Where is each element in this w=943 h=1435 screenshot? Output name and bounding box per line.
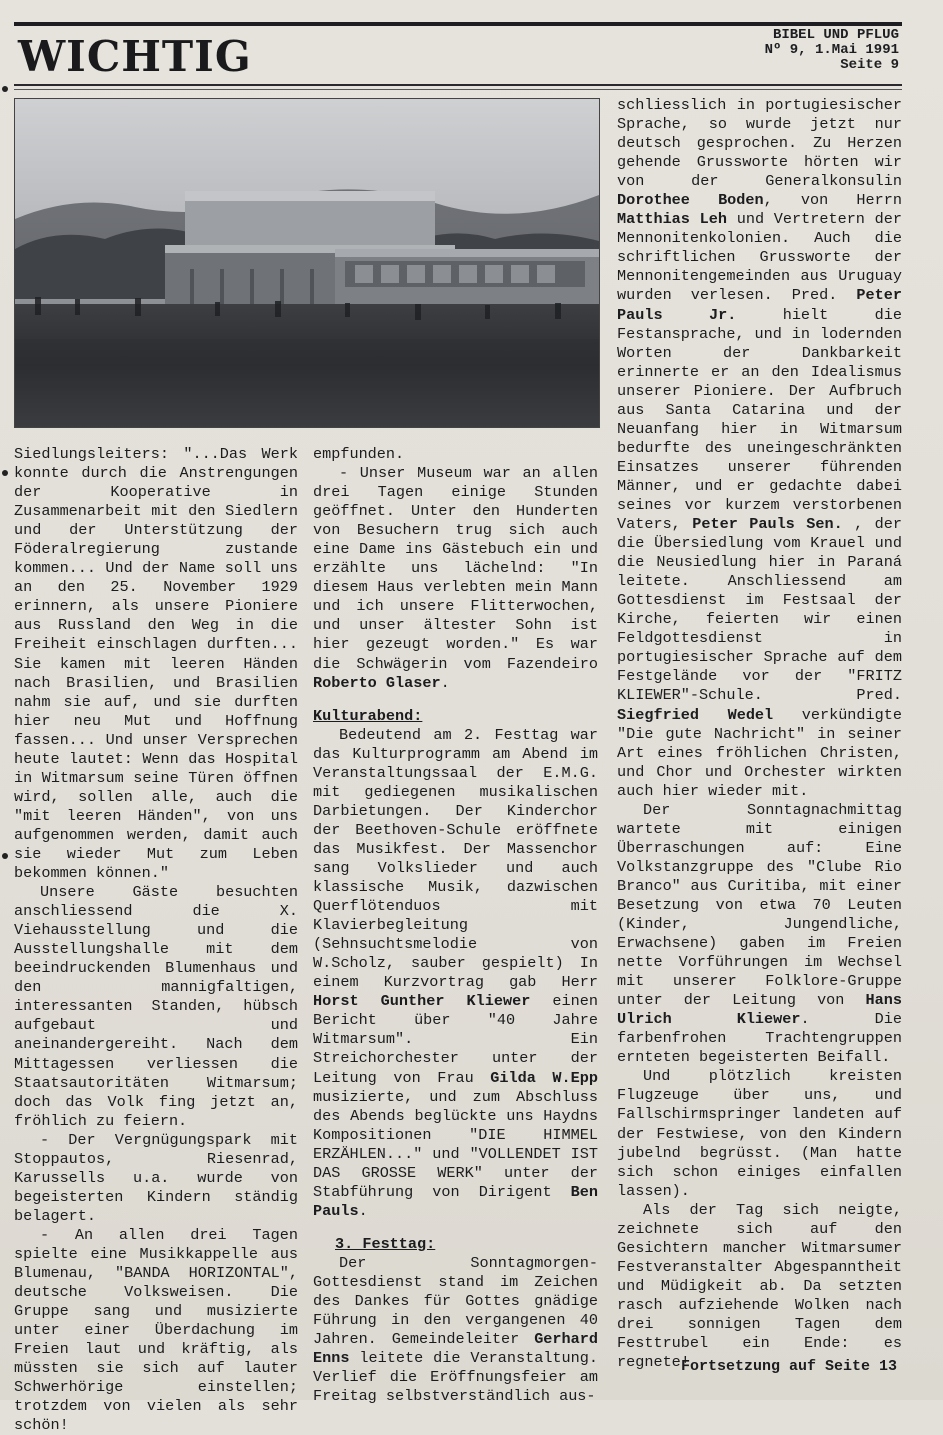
- person-name-peter-pauls-sen: Peter Pauls Sen.: [692, 515, 843, 534]
- scan-margin-dot: [2, 470, 8, 476]
- col2-paragraph-3: [313, 726, 598, 1221]
- person-name-hans-ulrich-kliewer: Hans Ulrich Kliewer: [617, 991, 902, 1029]
- col3-p1-text-b: , von Herrn: [763, 191, 902, 210]
- person-name-gerhard-enns: Gerhard Enns: [313, 1330, 598, 1368]
- event-photo: [14, 98, 600, 428]
- person-name-dorothee-boden: Dorothee Boden: [617, 191, 764, 210]
- col1-paragraph-4: - An allen drei Tagen spielte eine Musikkappelle aus Blumenau, "BANDA HORIZONTAL", deutsche Volksweisen. Die Gruppe sang und musizierte unter einer Überdachung im Freien laut und kräftig, als müssten sie sich auf lauter Schwerhörige einstellen; trotzdem von vielen als sehr schön!: [14, 1225, 298, 1435]
- person-name-peter-pauls-jr: Peter Pauls Jr.: [617, 286, 902, 324]
- masthead-meta: [765, 28, 899, 73]
- col2-paragraph-4: [313, 1254, 598, 1406]
- col1-paragraph-1: Siedlungsleiters: "...Das Werk konnte durch die Anstrengungen der Kooperative in Zusammenarbeit mit den Siedlern und der Unterstützung der Föderalregierung zustande kommen... Und der Name soll uns an den 25. November 1929 erinnern, als unsere Pioniere aus Russland den Weg in die Freiheit einschlagen durften... Sie kamen mit leeren Händen nach Brasilien, und Brasilien nahm sie auf, und sie durften hier neu Mut und Hoffnung fassen... Und unser Versprechen heute lautet: Wenn das Hospital in Witmarsum seine Türen öffnen wird, sollen alle, auch die "mit leeren Händen", von uns aufgenommen werden, damit auch sie wieder Mut zum Leben bekommen können.": [14, 445, 298, 883]
- publication-name: BIBEL UND PFLUG: [772, 27, 899, 43]
- masthead-top-rule: [14, 22, 902, 26]
- col2-paragraph-1: empfunden.: [313, 445, 405, 463]
- person-name-roberto-glaser: Roberto Glaser: [313, 673, 441, 692]
- section-title: WICHTIG: [18, 32, 252, 81]
- heading-3-festtag: 3. Festtag:: [335, 1234, 436, 1253]
- col2-p3-text-b: einen Bericht über "40 Jahre Witmarsum". Ein Streichorchester unter der Leitung von Frau: [313, 992, 598, 1087]
- col3-paragraph-4: Als der Tag sich neigte, zeichnete sich auf den Gesichtern mancher Witmarsumer Festveranstalter Abgespanntheit und Müdigkeit ab. Da setzten rasch aufziehende Wolken nach drei sonnigen Tagen dem Festtrubel ein Ende: es regnete!: [617, 1200, 902, 1372]
- col1-paragraph-3: - Der Vergnügungspark mit Stoppautos, Riesenrad, Karussells u.a. wurde von begeisterten Kindern ständig belagert.: [14, 1130, 298, 1225]
- scan-margin-dot: [2, 86, 8, 92]
- col3-paragraph-1: [617, 96, 902, 801]
- person-name-siegfried-wedel: Siegfried Wedel: [617, 705, 774, 724]
- col3-p1-text-d: hielt die Festansprache, und in lodernden Worten der Dankbarkeit erinnerte er an den Idealismus unserer Pioniere. Der Aufbruch aus Santa Catarina und der Neuanfang hier in Witmarsum bedurfte des uneingeschränkten Einsatzes unserer führenden Männer, und er gedachte dabei seines vor kurzem verstorbenen Vaters,: [617, 305, 903, 534]
- continuation-note: Fortsetzung auf Seite 13: [680, 1358, 897, 1375]
- article-column-2: [313, 445, 598, 1406]
- masthead-bottom-rule-thin: [14, 89, 902, 90]
- article-column-1: [14, 445, 298, 1435]
- person-name-ben-pauls: Ben Pauls: [313, 1182, 598, 1220]
- masthead-bottom-rule: [14, 84, 902, 86]
- col2-p2-text-b: .: [440, 673, 450, 692]
- col2-p3-text-d: .: [358, 1201, 368, 1220]
- col2-p4-text-b: leitete die Veranstaltung. Verlief die Eröffnungsfeier am Freitag selbstverständlich aus-: [313, 1349, 598, 1406]
- col3-p2-text-a: Der Sonntagnachmittag wartete mit einigen Überraschungen auf: Eine Volkstanzgruppe des "Clube Rio Branco" aus Curitiba, mit einer Besetzung von etwa 70 Leuten (Kinder, Jungendliche, Erwachsene) gaben im Freien nette Vorführungen im Wechsel mit unserer Folklore-Gruppe unter der Leitung von: [617, 800, 902, 1010]
- col3-p1-text-e: , der die Übersiedlung vom Krauel und die Neusiedlung hier in Paraná leitete. Anschliessend am Gottesdienst im Festsaal der Kirche, feierten wir einen Feldgottesdienst in portugiesischer Sprache auf dem Festgelände vor der "FRITZ KLIEWER"-Schule. Pred.: [617, 515, 902, 705]
- col2-p3-text-a: Bedeutend am 2. Festtag war das Kulturprogramm am Abend im Veranstaltungssaal der E.M.G. mit gediegenen musikalischen Darbietungen. Der Kinderchor der Beethoven-Schule eröffnete das Musikfest. Der Massenchor sang Volkslieder und auch klassische Musik, dazwischen Querflötenduos mit Klavierbegleitung (Sehnsuchtsmelodie von W.Scholz, sauber gespielt) In einem Kurzvortrag gab Herr: [313, 725, 598, 992]
- issue-date: Nº 9, 1.Mai 1991: [764, 42, 899, 58]
- building-photo-illustration: [15, 99, 599, 427]
- col2-p2-text-a: - Unser Museum war an allen drei Tagen einige Stunden geöffnet. Unter den Hunderten von Besuchern trug sich auch eine Dame ins Gästebuch ein und erzählte uns lächelnd: "In diesem Haus verlebten mein Mann und ich unsere Flitterwochen, und unser ältester Sohn ist hier gezeugt worden." Es war die Schwägerin vom Fazendeiro: [313, 464, 598, 673]
- article-column-3: [617, 96, 902, 1372]
- scan-margin-dot: [2, 853, 8, 859]
- person-name-matthias-leh: Matthias Leh: [617, 210, 727, 229]
- page-number: Seite 9: [840, 57, 899, 73]
- col2-p3-text-c: musizierte, und zum Abschluss des Abends beglückte uns Haydns Kompositionen "DIE HIMMEL ERZÄHLEN..." und "VOLLENDET IST DAS GROSSE WERK" unter der Stabführung von Dirigent: [313, 1087, 598, 1201]
- col3-paragraph-3: Und plötzlich kreisten Flugzeuge über uns, und Fallschirmspringer landeten auf der Festwiese, von den Kindern jubelnd begrüsst. (Man hatte sich schon einiges einfallen lassen).: [617, 1067, 902, 1200]
- col2-paragraph-2: [313, 464, 598, 693]
- person-name-gilda-w-epp: Gilda W.Epp: [490, 1068, 598, 1087]
- person-name-horst-gunther-kliewer: Horst Gunther Kliewer: [313, 992, 531, 1011]
- col1-paragraph-2: Unsere Gäste besuchten anschliessend die X. Viehausstellung und die Ausstellungshalle mit dem beeindruckenden Blumenhaus und den mannigfaltigen, interessanten Standen, hübsch aufgebaut und aneinandergereiht. Nach dem Mittagessen verliessen die Staatsautoritäten Witmarsum; doch das Volk fing jetzt an, fröhlich zu feiern.: [14, 883, 298, 1130]
- col2-p4-text-a: Der Sonntagmorgen-Gottesdienst stand im Zeichen des Dankes für Gottes gnädige Führung in den vergangenen 40 Jahren. Gemeindeleiter: [313, 1253, 598, 1349]
- heading-kulturabend: Kulturabend:: [313, 706, 423, 725]
- col3-paragraph-2: [617, 801, 902, 1068]
- col3-p1-text-f: verkündigte "Die gute Nachricht" in seiner Art eines fröhlichen Christen, und Chor und Orchester wirkten auch hier wieder mit.: [617, 705, 902, 800]
- col3-p1-text-a: schliesslich in portugiesischer Sprache, so wurde jetzt nur deutsch gesprochen. Zu Herzen gehende Grussworte hörten wir von der Generalkonsulin: [617, 96, 902, 191]
- col3-p2-text-b: . Die farbenfrohen Trachtengruppen ernteten begeisterten Beifall.: [617, 1010, 902, 1067]
- col3-p1-text-c: und Vertretern der Mennonitenkolonien. Auch die schriftlichen Grussworte der Mennonitengemeinden aus Uruguay wurden verlesen. Pred.: [617, 210, 902, 305]
